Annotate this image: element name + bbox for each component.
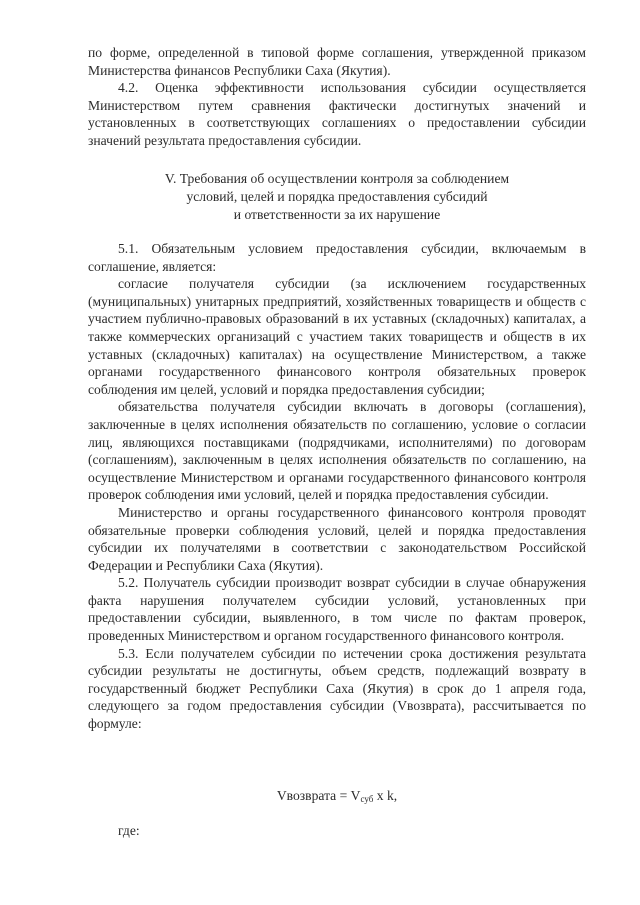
- paragraph-ministry-checks: Министерство и органы государственного финансового контроля проводят обязательные проверки соблюдения условий, целей и порядка предоставления субсидии их получателями в соответствии с законодательством Российской Федерации и Республики Саха (Якутия).: [88, 504, 586, 573]
- where-label: где:: [118, 823, 140, 838]
- paragraph-4-2: 4.2. Оценка эффективности использования субсидии осуществляется Министерством путем сравнения фактически достигнутых значений и установленных в соответствующих соглашениях о предоставлении субсидии значений результата предоставления субсидии.: [88, 80, 586, 148]
- formula-lhs: Vвозврата = V: [276, 788, 361, 803]
- section-heading-line-3: и ответственности за их нарушение: [233, 207, 441, 222]
- formula-rhs: x k,: [373, 788, 398, 803]
- top-text-block: [88, 44, 586, 150]
- body-text-block: [88, 240, 586, 733]
- refund-formula: [88, 787, 586, 808]
- section-heading-line-2: условий, целей и порядка предоставления субсидий: [186, 189, 488, 204]
- formula-subscript: суб: [360, 794, 374, 804]
- paragraph-5-1: 5.1. Обязательным условием предоставления субсидии, включаемым в соглашение, является:: [88, 241, 586, 274]
- paragraph-5-3: 5.3. Если получателем субсидии по истечении срока достижения результата субсидии результаты не достигнуты, объем средств, подлежащий возврату в государственный бюджет Республики Саха (Якутия) в срок до 1 апреля года, следующего за годом предоставления субсидии (Vвозврата), рассчитывается по формуле:: [88, 645, 586, 732]
- paragraph-5-2: 5.2. Получатель субсидии производит возврат субсидии в случае обнаружения факта нарушения получателем субсидии условий, установленных при предоставлении субсидии, выявленного, в том числе по фактам проверок, проведенных Министерством и органом государственного финансового контроля.: [88, 575, 586, 644]
- paragraph-consent: согласие получателя субсидии (за исключением государственных (муниципальных) унитарных предприятий, хозяйственных товариществ и обществ с участием публично-правовых образований в их уставных (складочных) капиталах, а также коммерческих организаций с участием таких товариществ и обществ в их уставных (складочных) капиталах) на осуществление Министерством, а также органами государственного финансового контроля обязательных проверок соблюдения им целей, условий и порядка предоставления субсидии;: [88, 276, 586, 397]
- paragraph-continuation: по форме, определенной в типовой форме соглашения, утвержденной приказом Министерства финансов Республики Саха (Якутия).: [88, 45, 586, 78]
- section-heading: [88, 170, 586, 224]
- paragraph-obligations: обязательства получателя субсидии включать в договоры (соглашения), заключенные в целях исполнения обязательств по соглашению, условие о согласии лиц, являющихся поставщиками (подрядчиками, исполнителями) по договорам (соглашениям), заключенным в целях исполнения обязательств по соглашению, на осуществление Министерством и органами государственного финансового контроля проверок соблюдения ими условий, целей и порядка предоставления субсидии.: [88, 399, 586, 503]
- section-heading-line-1: V. Требования об осуществлении контроля за соблюдением: [164, 171, 510, 186]
